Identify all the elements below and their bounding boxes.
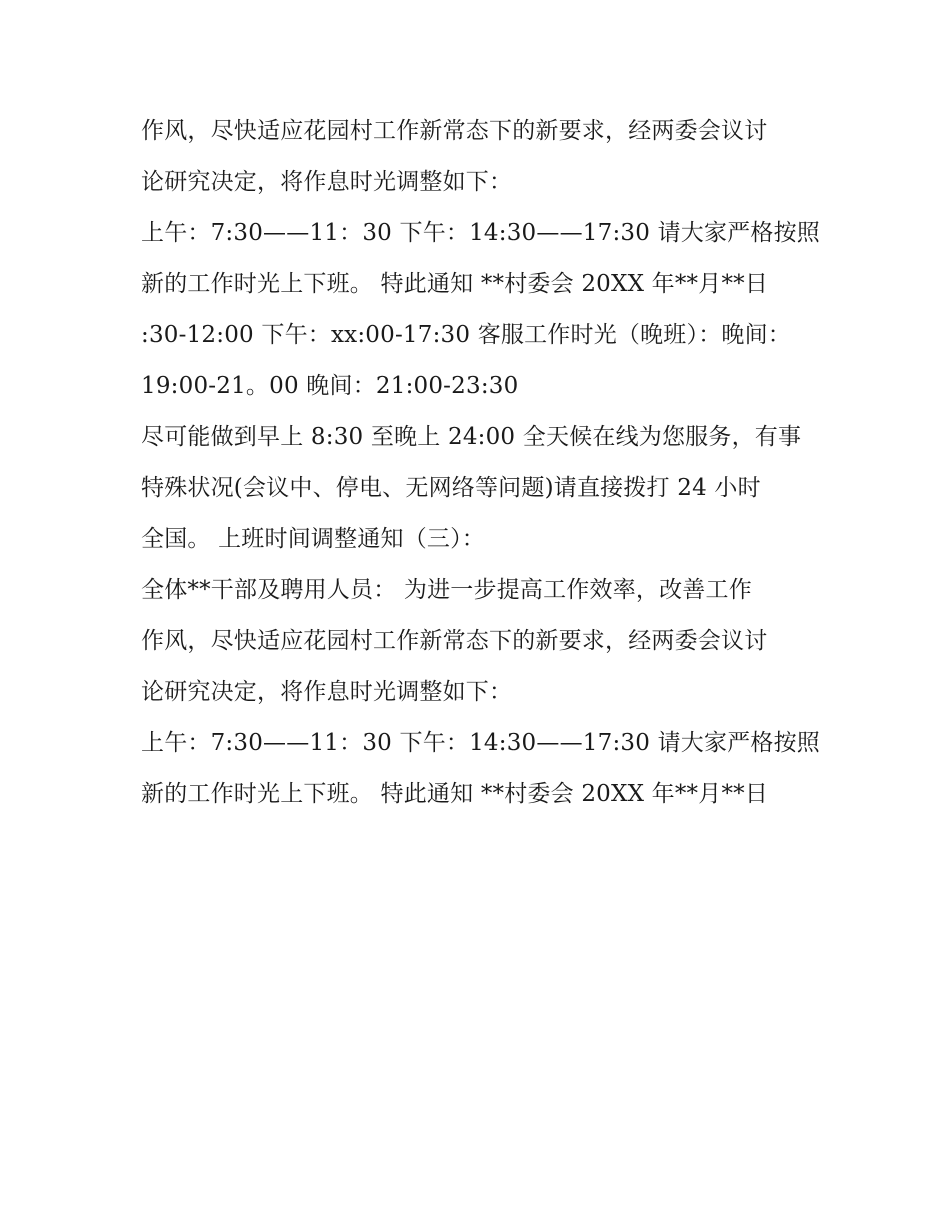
text-line-4: 新的工作时光上下班。 特此通知 **村委会 20XX 年**月**日 xyxy=(141,271,769,297)
text-line-7: 尽可能做到早上 8:30 至晚上 24:00 全天候在线为您服务，有事 xyxy=(141,424,802,450)
text-line-12: 论研究决定，将作息时光调整如下： xyxy=(141,679,513,705)
text-line-10: 全体**干部及聘用人员： 为进一步提高工作效率，改善工作 xyxy=(141,577,752,603)
text-line-9: 全国。 上班时间调整通知（三）： xyxy=(141,526,486,552)
document-body xyxy=(141,106,821,820)
text-line-13: 上午：7:30——11：30 下午：14:30——17:30 请大家严格按照 xyxy=(141,730,820,756)
text-line-3: 上午：7:30——11：30 下午：14:30——17:30 请大家严格按照 xyxy=(141,220,820,246)
text-line-2: 论研究决定，将作息时光调整如下： xyxy=(141,169,513,195)
text-line-11: 作风，尽快适应花园村工作新常态下的新要求，经两委会议讨 xyxy=(141,628,768,654)
text-line-6: 19:00-21。00 晚间：21:00-23:30 xyxy=(141,373,519,399)
text-line-5: :30-12:00 下午：xx:00-17:30 客服工作时光（晚班）：晚间： xyxy=(141,322,792,348)
text-line-14: 新的工作时光上下班。 特此通知 **村委会 20XX 年**月**日 xyxy=(141,781,769,807)
text-line-8: 特殊状况(会议中、停电、无网络等问题)请直接拨打 24 小时 xyxy=(141,475,761,501)
text-line-1: 作风，尽快适应花园村工作新常态下的新要求，经两委会议讨 xyxy=(141,118,768,144)
